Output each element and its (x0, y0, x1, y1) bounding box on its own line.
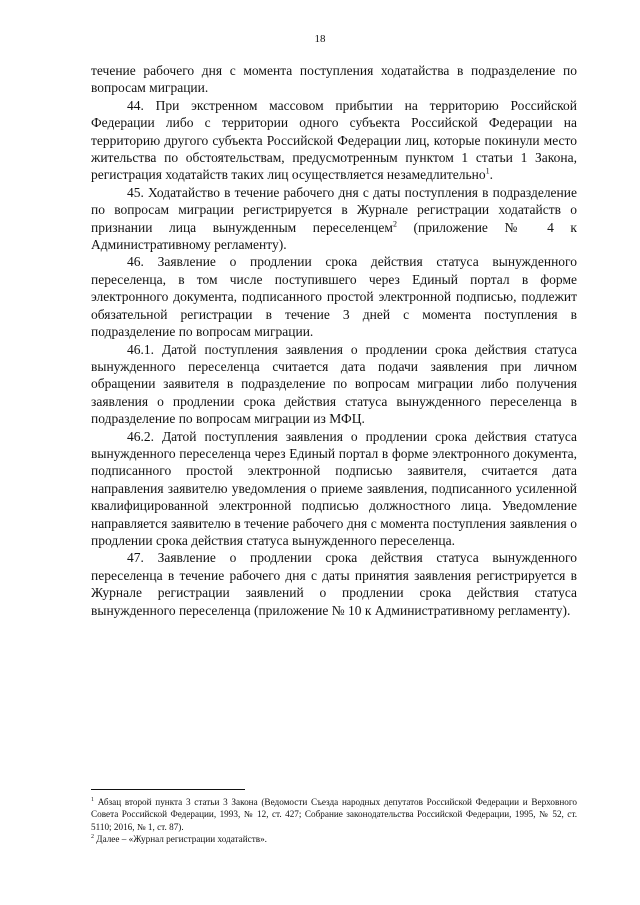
paragraph-45 (91, 184, 577, 254)
paragraph-46-1: 46.1. Датой поступления заявления о продлении срока действия статуса вынужденного переселенца считается дата подачи заявления при личном обращении заявителя в подразделение по вопросам миграции либо получения заявления о продлении срока действия статуса вынужденного переселенца в подразделение по вопросам миграции из МФЦ. (91, 341, 577, 427)
footnote-1-marker: 1 (91, 796, 94, 803)
paragraph-46: 46. Заявление о продлении срока действия статуса вынужденного переселенца, в том числе поступившего через Единый портал в форме электронного документа, подписанного простой электронной подписью, подлежит обязательной регистрации в течение 3 дней с момента поступления в подразделение по вопросам миграции. (91, 254, 577, 340)
paragraph-44-end: . (489, 167, 493, 183)
paragraph-continuation: течение рабочего дня с момента поступления ходатайства в подразделение по вопросам миграции. (91, 63, 577, 96)
paragraph-45-text: 45. Ходатайство в течение рабочего дня с даты поступления в подразделение по вопросам миграции регистрируется в Журнале регистрации ходатайств о признании лица вынужденным переселенцем (91, 184, 577, 235)
footnotes (91, 796, 577, 846)
footnote-2 (91, 833, 577, 845)
paragraph-47: 47. Заявление о продлении срока действия статуса вынужденного переселенца в течение рабочего дня с даты принятия заявления регистрируется в Журнале регистрации заявлений о продлении срока действия статуса вынужденного переселенца (приложение № 10 к Административному регламенту). (91, 550, 577, 618)
footnote-1 (91, 796, 577, 833)
paragraph-44-text: 44. При экстренном массовом прибытии на территорию Российской Федерации либо с территории одного субъекта Российской Федерации на территорию другого субъекта Российской Федерации лиц, которые покинули место жительства по обстоятельствам, предусмотренным пунктом 1 статьи 1 Закона, регистрация ходатайств таких лиц осуществляется незамедлительно (91, 97, 577, 183)
footnote-ref-1[interactable]: 1 (485, 166, 490, 176)
footnote-2-marker: 2 (91, 834, 94, 841)
page-number: 18 (314, 33, 326, 45)
footnote-ref-2[interactable]: 2 (392, 219, 397, 229)
footnote-separator (91, 789, 245, 790)
paragraph-44 (91, 97, 577, 184)
footnote-2-text: Далее – «Журнал регистрации ходатайств». (94, 834, 267, 845)
footnote-1-text: Абзац второй пункта 3 статьи 3 Закона (Ведомости Съезда народных депутатов Российской Федерации и Верховного Совета Российской Федерации, 1993, № 12, ст. 427; Собрание законодательства Российской Федерации, 1995, № 52, ст. 5110; 2016, № 1, ст. 87). (91, 797, 577, 832)
paragraph-45-text-end: (приложение № 4 к Административному регламенту). (91, 219, 577, 253)
paragraph-46-2: 46.2. Датой поступления заявления о продлении срока действия статуса вынужденного переселенца через Единый портал в форме электронного документа, подписанного простой электронной подписью заявителя, считается дата направления заявителю уведомления о приеме заявления, подписанного усиленной квалифицированной электронной подписью должностного лица. Уведомление направляется заявителю в течение рабочего дня с момента поступления заявления о продлении срока действия статуса вынужденного переселенца. (91, 428, 577, 548)
document-body (91, 62, 577, 619)
